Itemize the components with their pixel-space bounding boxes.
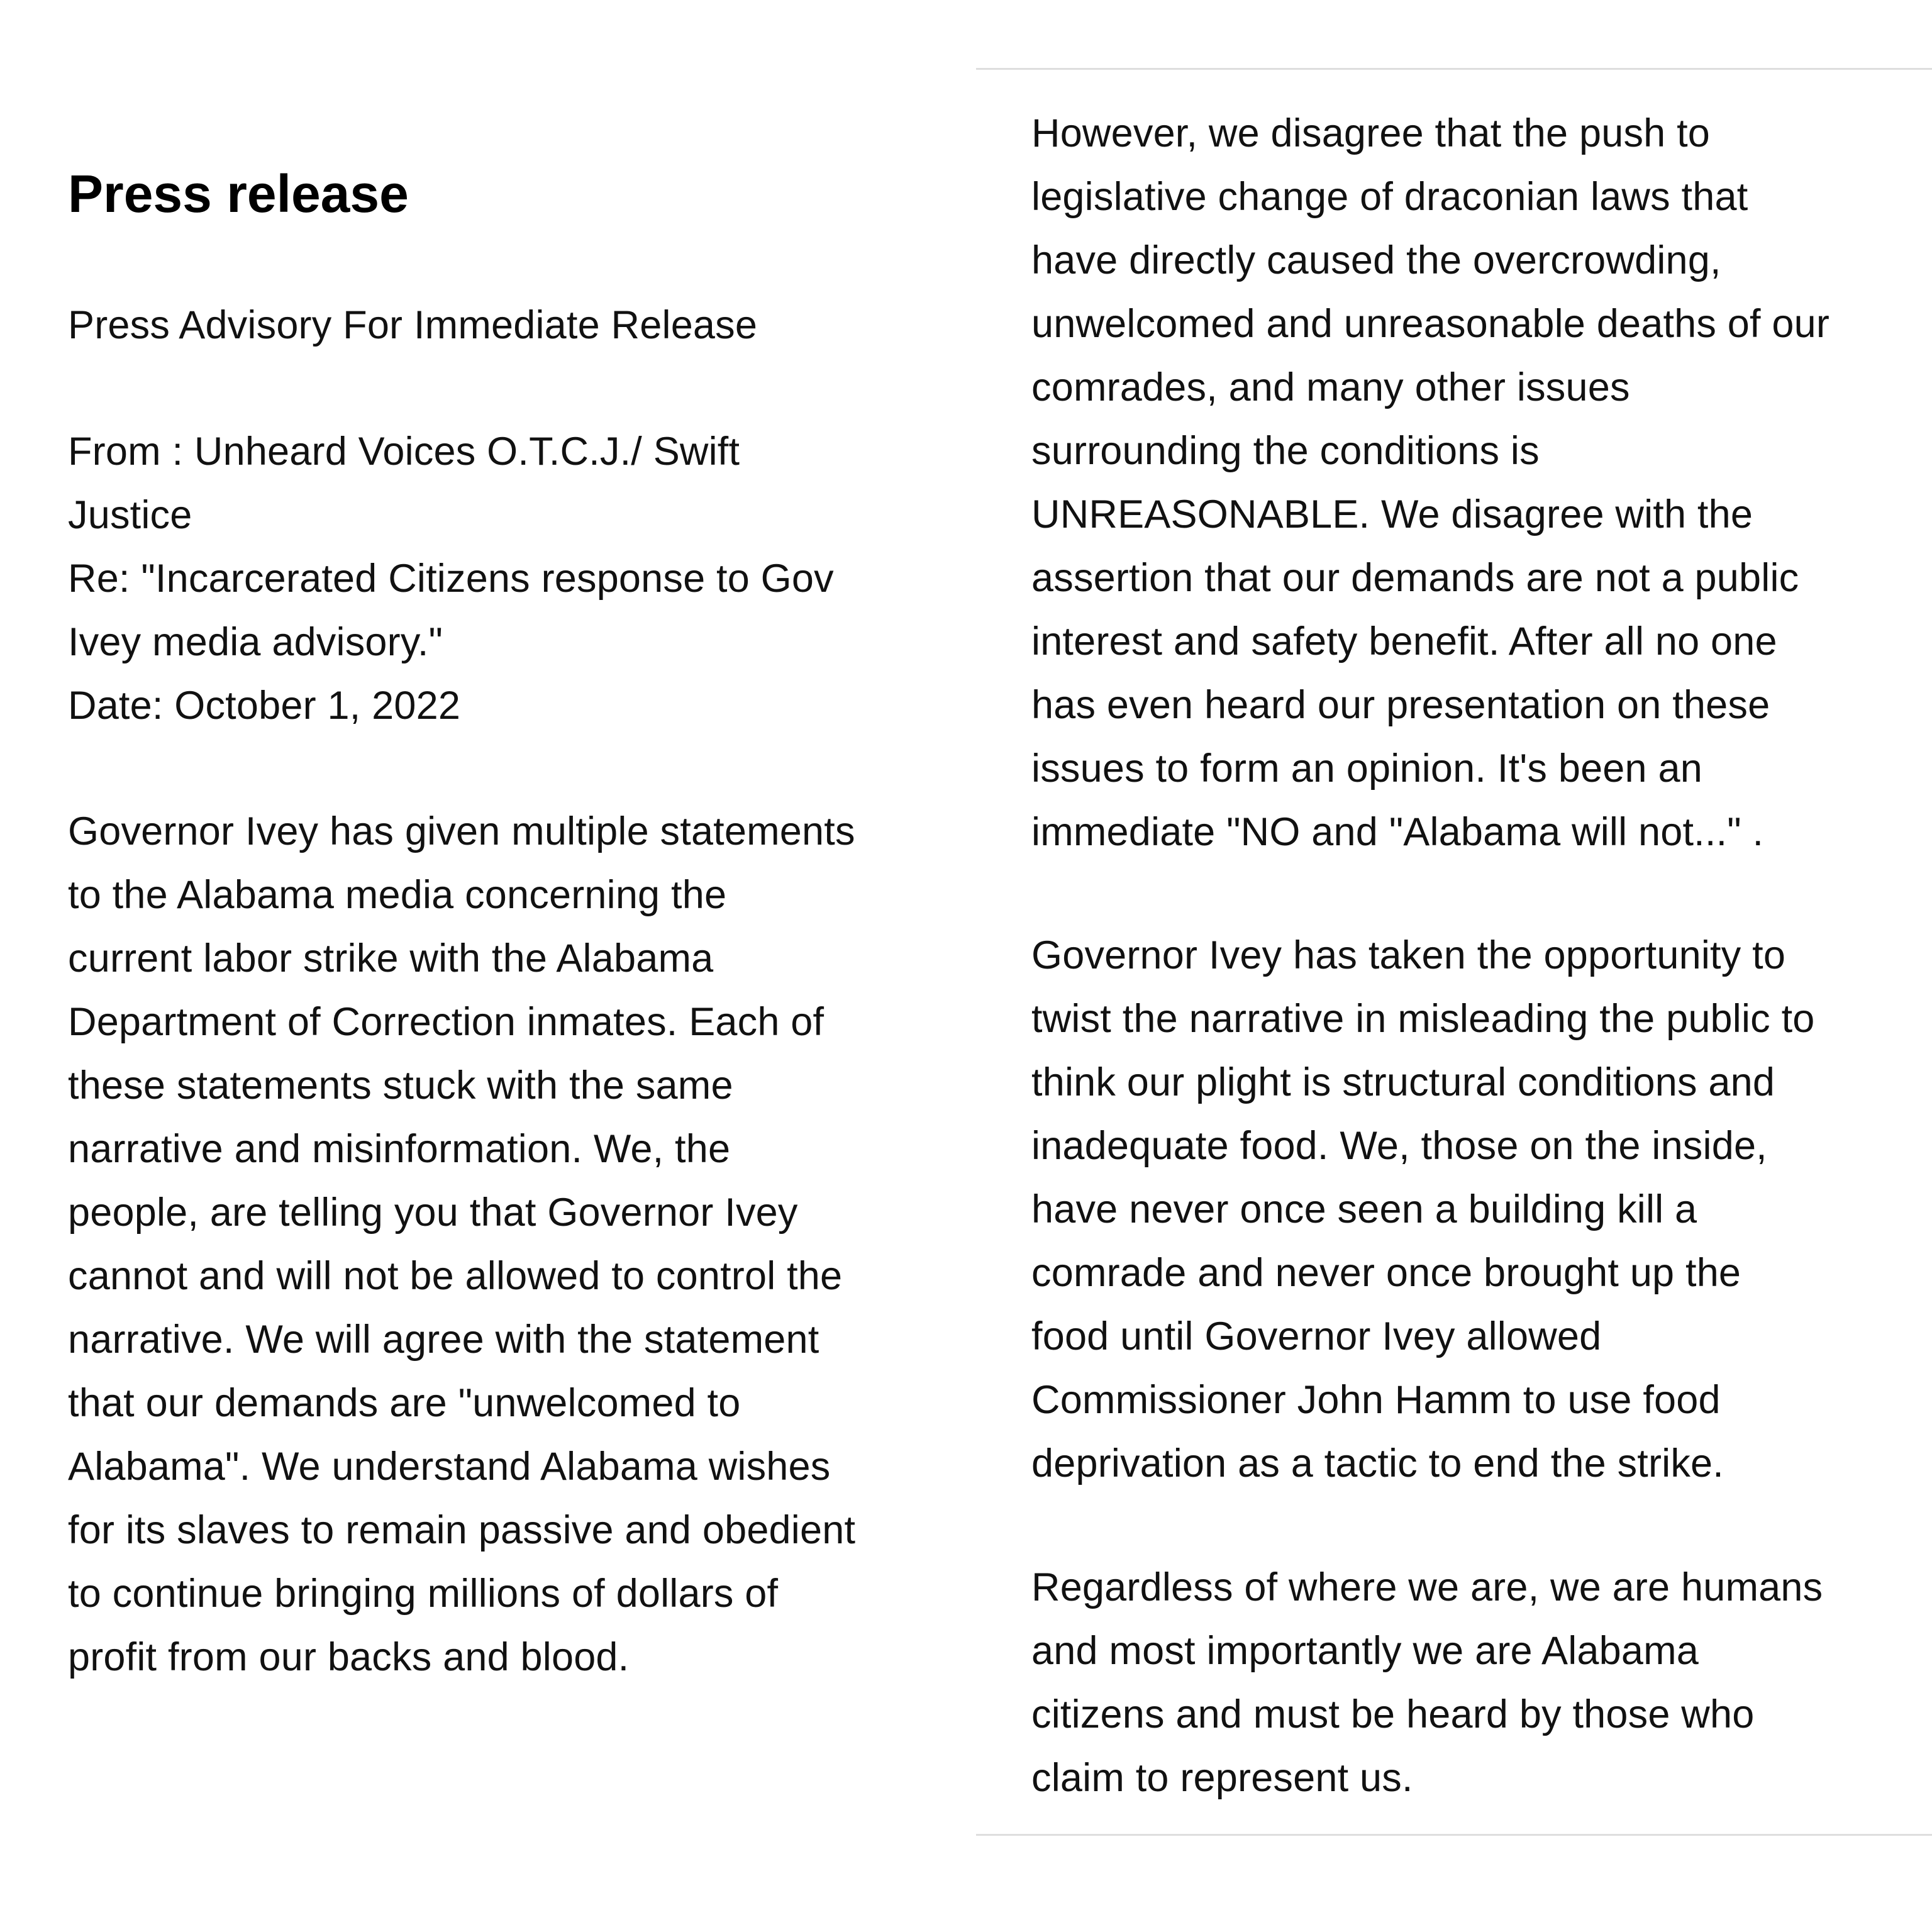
text-line: claim to represent us. [1031,1756,1413,1800]
top-divider [976,68,1932,70]
text-line: From : Unheard Voices O.T.C.J./ Swift [68,430,740,474]
text-line: deprivation as a tactic to end the strike. [1031,1441,1724,1485]
text-line: Re: "Incarcerated Citizens response to Gov [68,557,834,601]
text-line: has even heard our presentation on these [1031,683,1770,727]
text-line: to the Alabama media concerning the [68,873,727,917]
text-line: and most importantly we are Alabama [1031,1629,1699,1673]
text-line: immediate "NO and "Alabama will not..." . [1031,810,1764,854]
text-line: Department of Correction inmates. Each of [68,1000,824,1044]
text-line: surrounding the conditions is [1031,429,1540,473]
text-line: legislative change of draconian laws that [1031,175,1748,219]
body-paragraph-2 [1031,102,1829,864]
body-paragraph-3 [1031,924,1815,1496]
text-line: Justice [68,493,192,537]
text-line: Governor Ivey has given multiple statements [68,809,855,853]
text-line: people, are telling you that Governor Ivey [68,1191,798,1235]
text-line: have directly caused the overcrowding, [1031,238,1721,282]
text-line: think our plight is structural conditions and [1031,1060,1775,1104]
bottom-divider [976,1834,1932,1836]
text-line: Press Advisory For Immediate Release [68,303,758,347]
text-line: unwelcomed and unreasonable deaths of our [1031,302,1830,346]
text-line: Governor Ivey has taken the opportunity to [1031,933,1786,977]
text-line: have never once seen a building kill a [1031,1187,1697,1231]
text-line: narrative. We will agree with the statement [68,1318,819,1362]
page-title: Press release [68,164,409,223]
text-line: citizens and must be heard by those who [1031,1692,1755,1736]
text-line: inadequate food. We, those on the inside, [1031,1124,1767,1168]
text-line: cannot and will not be allowed to control the [68,1254,843,1298]
text-line: narrative and misinformation. We, the [68,1127,731,1171]
text-line: Commissioner John Hamm to use food [1031,1378,1721,1422]
text-line: comrade and never once brought up the [1031,1251,1741,1295]
text-line: Regardless of where we are, we are humans [1031,1565,1823,1609]
text-line: However, we disagree that the push to [1031,111,1711,155]
advisory-line [68,294,757,357]
text-line: Ivey media advisory." [68,620,443,664]
text-line: Alabama". We understand Alabama wishes [68,1445,831,1489]
text-line: assertion that our demands are not a public [1031,556,1799,600]
text-line: that our demands are "unwelcomed to [68,1381,741,1425]
text-line: food until Governor Ivey allowed [1031,1314,1602,1358]
text-line: Date: October 1, 2022 [68,684,461,728]
body-paragraph-1 [68,800,855,1689]
text-line: current labor strike with the Alabama [68,936,714,980]
text-line: these statements stuck with the same [68,1063,733,1108]
text-line: profit from our backs and blood. [68,1635,630,1679]
text-line: to continue bringing millions of dollars of [68,1572,779,1616]
text-line: for its slaves to remain passive and obedient [68,1508,856,1552]
release-header [68,420,834,738]
body-paragraph-4 [1031,1556,1823,1810]
text-line: UNREASONABLE. We disagree with the [1031,492,1753,536]
text-line: twist the narrative in misleading the public to [1031,997,1815,1041]
text-line: interest and safety benefit. After all no one [1031,619,1777,663]
text-line: issues to form an opinion. It's been an [1031,747,1702,791]
text-line: comrades, and many other issues [1031,365,1630,409]
